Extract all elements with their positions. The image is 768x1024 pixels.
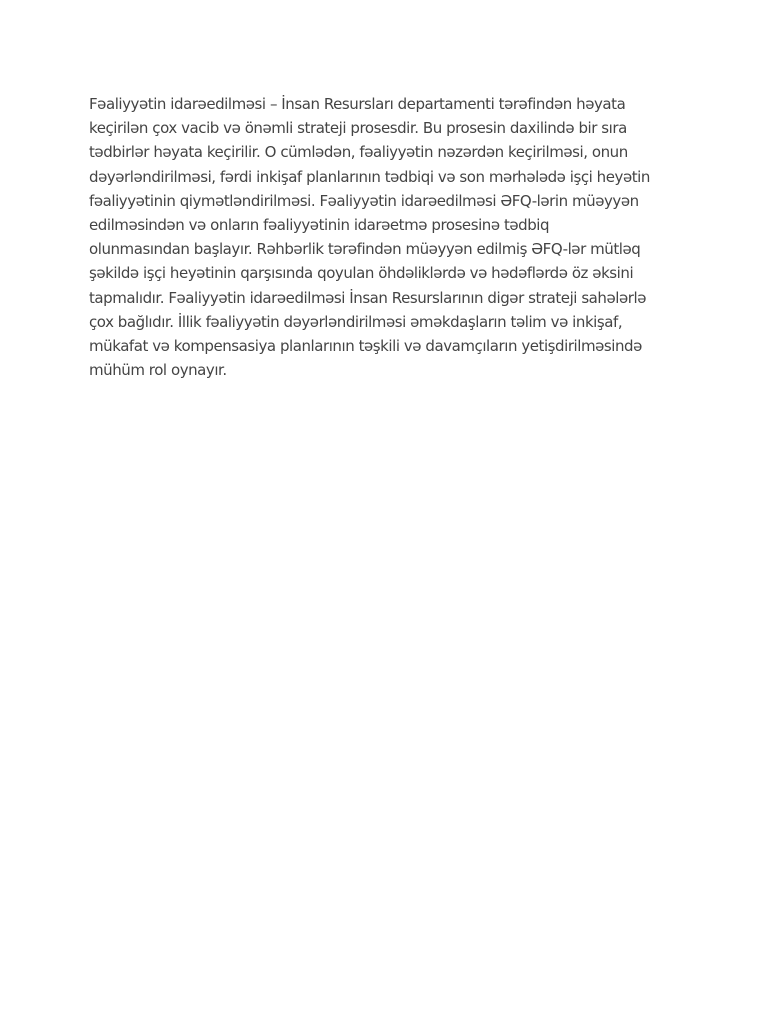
paragraph-line: tədbirlər həyata keçirilir. O cümlədən, fəaliyyətin nəzərdən keçirilməsi, onun <box>89 143 628 162</box>
paragraph-line: çox bağlıdır. İllik fəaliyyətin dəyərləndirilməsi əməkdaşların təlim və inkişaf, <box>89 312 623 331</box>
body-paragraph <box>89 92 689 382</box>
paragraph-line: mükafat və kompensasiya planlarının təşkili və davamçıların yetişdirilməsində <box>89 337 642 356</box>
paragraph-line: mühüm rol oynayır. <box>89 361 227 380</box>
paragraph-line: şəkildə işçi heyətinin qarşısında qoyulan öhdəliklərdə və hədəflərdə öz əksini <box>89 264 634 283</box>
paragraph-line: fəaliyyətinin qiymətləndirilməsi. Fəaliyyətin idarəedilməsi ƏFQ-lərin müəyyən <box>89 191 639 210</box>
paragraph-line: dəyərləndirilməsi, fərdi inkişaf planlarının tədbiqi və son mərhələdə işçi heyətin <box>89 167 650 186</box>
paragraph-line: Fəaliyyətin idarəedilməsi – İnsan Resursları departamenti tərəfindən həyata <box>89 95 626 113</box>
paragraph-line: keçirilən çox vacib və önəmli strateji prosesdir. Bu prosesin daxilində bir sıra <box>89 119 627 138</box>
paragraph-line: olunmasından başlayır. Rəhbərlik tərəfindən müəyyən edilmiş ƏFQ-lər mütləq <box>89 240 641 259</box>
paragraph-line: edilməsindən və onların fəaliyyətinin idarəetmə prosesinə tədbiq <box>89 216 550 235</box>
paragraph-line: tapmalıdır. Fəaliyyətin idarəedilməsi İnsan Resurslarının digər strateji sahələrlə <box>89 288 646 307</box>
